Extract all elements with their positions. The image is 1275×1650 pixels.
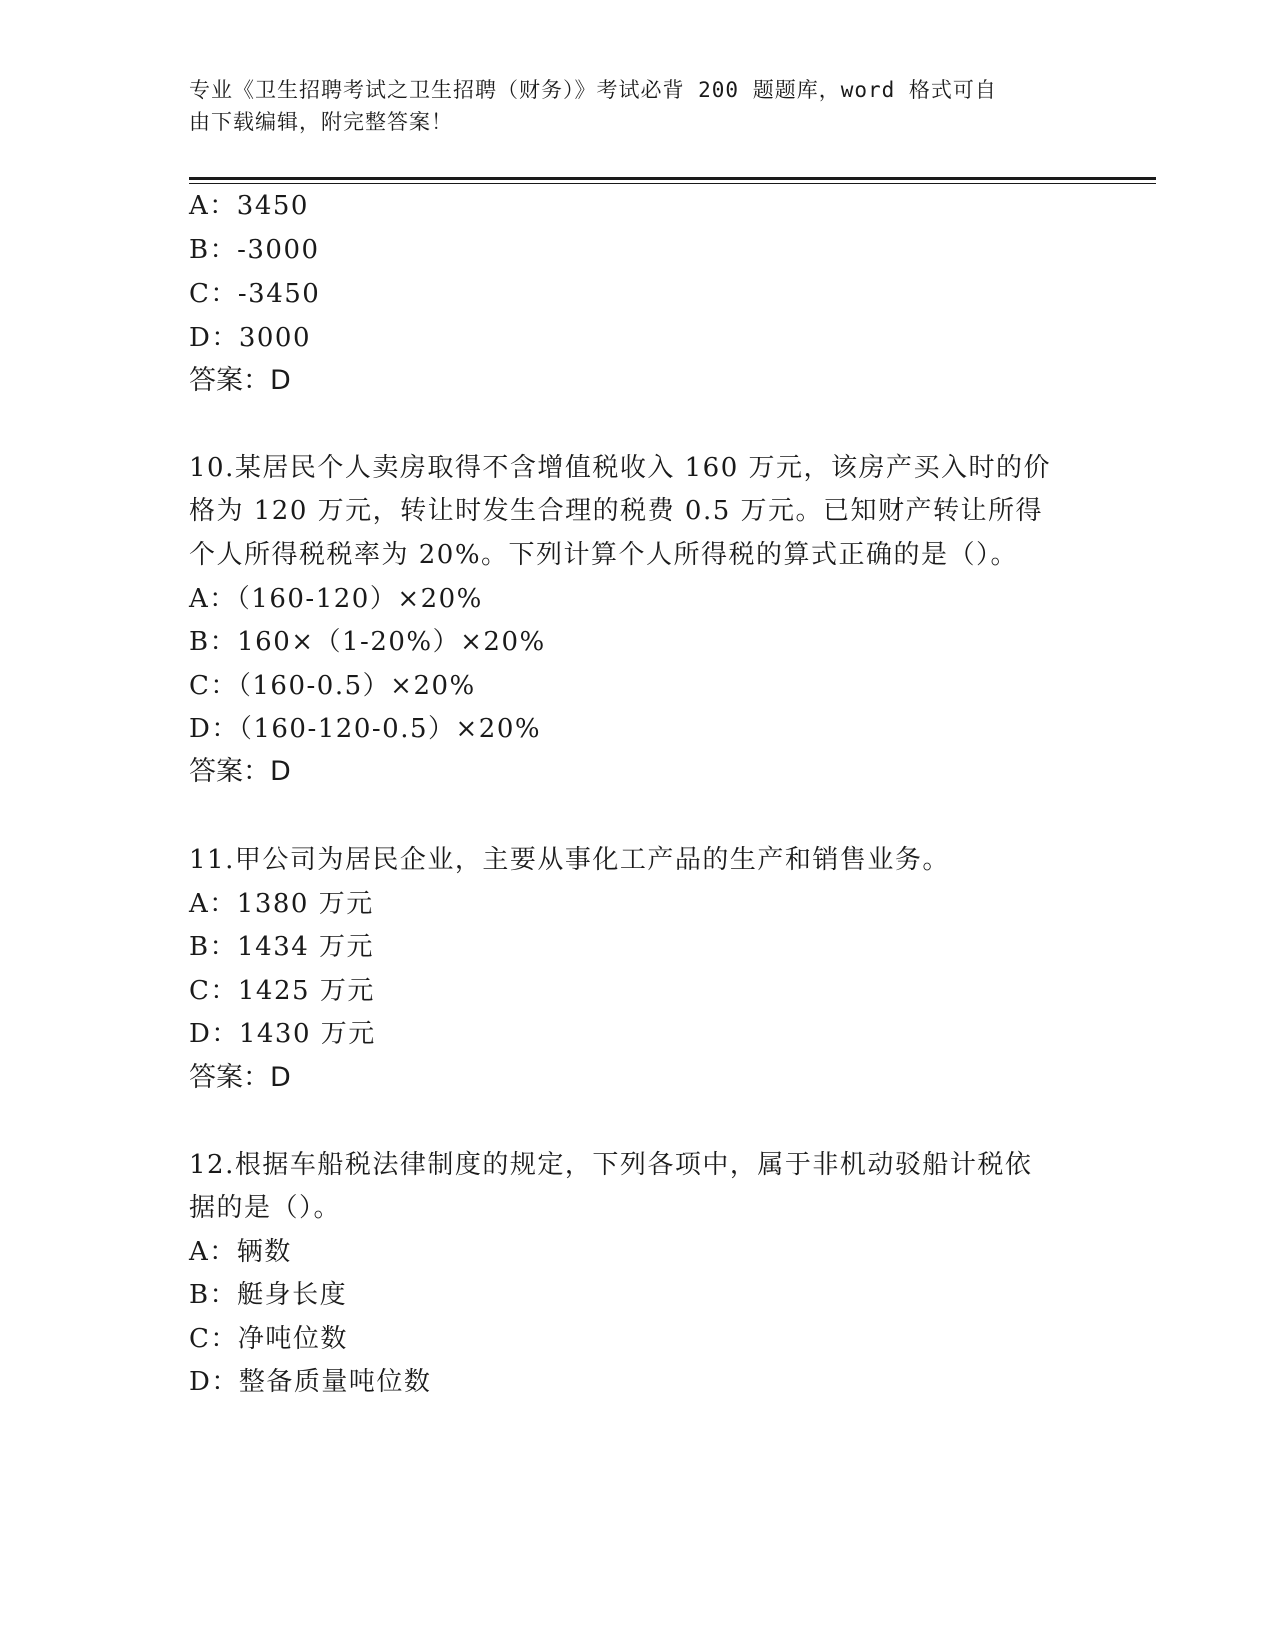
q11-answer: 答案：D — [189, 1062, 291, 1093]
header-line-1: 专业《卫生招聘考试之卫生招聘（财务）》考试必背 200 题题库，word 格式可自 — [189, 78, 997, 102]
q9-option-a: A：3450 — [189, 191, 309, 221]
q12-stem-line-1: 12.根据车船税法律制度的规定，下列各项中，属于非机动驳船计税依 — [189, 1150, 1033, 1180]
q10-stem-line-1: 10.某居民个人卖房取得不含增值税收入 160 万元，该房产买入时的价 — [189, 453, 1052, 483]
q10-option-a: A：（160-120）×20% — [189, 584, 483, 614]
header-line-2: 由下载编辑，附完整答案！ — [189, 110, 453, 134]
q9-option-b: B：-3000 — [189, 235, 320, 265]
q12-option-d: D：整备质量吨位数 — [189, 1367, 432, 1397]
q10-option-c: C：（160-0.5）×20% — [189, 671, 476, 701]
q9-option-c: C：-3450 — [189, 279, 321, 309]
q10-option-d: D：（160-120-0.5）×20% — [189, 714, 542, 744]
q11-option-a: A：1380 万元 — [189, 889, 374, 919]
q11-stem-line-1: 11.甲公司为居民企业，主要从事化工产品的生产和销售业务。 — [189, 845, 950, 875]
q12-option-b: B：艇身长度 — [189, 1280, 348, 1310]
header-divider-thin — [189, 183, 1156, 184]
q12-stem-line-2: 据的是（）。 — [189, 1193, 342, 1223]
q10-stem-line-3: 个人所得税税率为 20%。下列计算个人所得税的算式正确的是（）。 — [189, 540, 1019, 570]
q10-answer: 答案：D — [189, 756, 291, 787]
q11-option-c: C：1425 万元 — [189, 976, 375, 1006]
q9-answer: 答案：D — [189, 365, 291, 396]
q10-option-b: B：160×（1-20%）×20% — [189, 627, 546, 657]
q12-option-c: C：净吨位数 — [189, 1324, 348, 1354]
q12-option-a: A：辆数 — [189, 1237, 292, 1267]
q10-stem-line-2: 格为 120 万元，转让时发生合理的税费 0.5 万元。已知财产转让所得 — [189, 496, 1044, 526]
document-header — [189, 74, 1089, 138]
q11-option-b: B：1434 万元 — [189, 932, 375, 962]
q11-option-d: D：1430 万元 — [189, 1019, 376, 1049]
q9-option-d: D：3000 — [189, 323, 312, 353]
header-divider-thick — [189, 177, 1156, 180]
